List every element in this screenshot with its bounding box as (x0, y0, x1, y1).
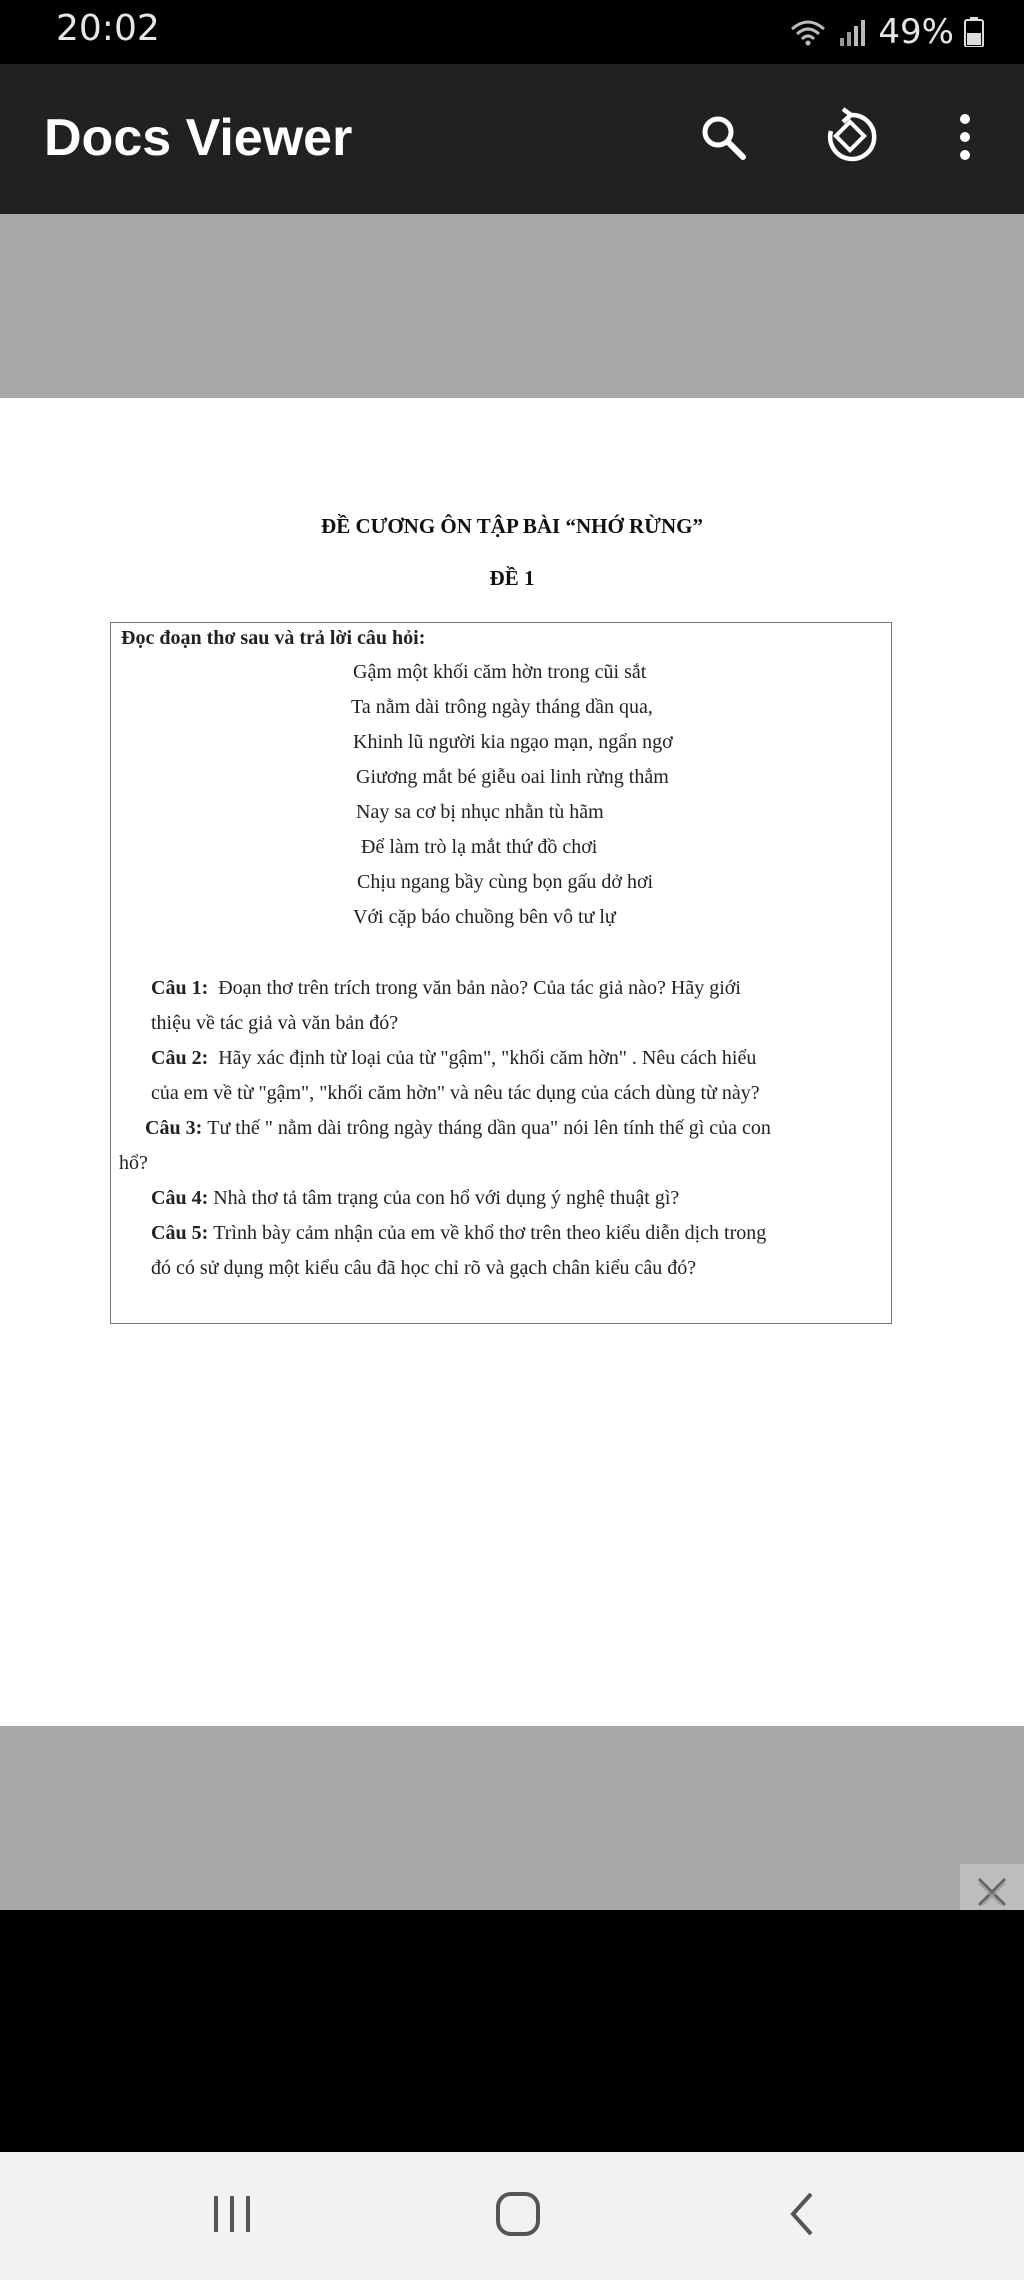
document-viewer[interactable] (0, 214, 1024, 1910)
poem-line: Giương mắt bé giễu oai linh rừng thẳm (356, 766, 669, 788)
app-bar (0, 64, 1024, 214)
recent-apps-icon (210, 2194, 254, 2239)
poem-line: Chịu ngang bầy cùng bọn gấu dở hơi (357, 871, 654, 893)
wifi-icon (788, 17, 828, 47)
question-label: Câu 4: (151, 1187, 209, 1209)
recent-apps-button[interactable] (192, 2188, 272, 2244)
home-icon (494, 2190, 542, 2243)
poem-line: Gậm một khối căm hờn trong cũi sắt (353, 661, 647, 683)
question-text: Hãy xác định từ loại của từ "gậm", "khối căm hờn" . Nêu cách hiểu (218, 1047, 757, 1069)
status-time: 20:02 (56, 8, 160, 49)
back-icon (785, 2190, 819, 2243)
navigation-bar (0, 2152, 1024, 2280)
question-text: Trình bày cảm nhận của em về khổ thơ trên theo kiểu diễn dịch trong (213, 1222, 767, 1244)
question-1 (151, 977, 741, 1000)
more-options-button[interactable] (930, 104, 1000, 174)
home-button[interactable] (478, 2188, 558, 2244)
question-1-cont: thiệu về tác giả và văn bản đó? (151, 1012, 399, 1034)
document-page[interactable] (0, 398, 1024, 1726)
question-label: Câu 2: (151, 1047, 209, 1069)
question-text: Tư thế " nằm dài trông ngày tháng dần qua" nói lên tính thế gì của con (207, 1117, 771, 1139)
question-2 (151, 1047, 756, 1070)
search-button[interactable] (688, 104, 758, 174)
status-icons (788, 12, 984, 52)
search-icon (697, 111, 749, 168)
question-label: Câu 3: (145, 1117, 203, 1139)
question-5 (151, 1222, 766, 1245)
more-vert-icon (955, 111, 975, 168)
ad-banner-area (0, 1910, 1024, 2152)
signal-icon (838, 18, 868, 46)
poem-line: Với cặp báo chuồng bên vô tư lự (353, 906, 616, 928)
rotate-button[interactable] (816, 104, 886, 174)
app-title: Docs Viewer (44, 109, 353, 167)
instruction-text: Đọc đoạn thơ sau và trả lời câu hỏi: (121, 627, 426, 649)
question-label: Câu 1: (151, 977, 209, 999)
question-3 (145, 1117, 771, 1140)
question-4 (151, 1187, 679, 1210)
poem-line: Để làm trò lạ mắt thứ đồ chơi (361, 836, 598, 858)
close-icon (975, 1875, 1009, 1914)
question-text: Nhà thơ tả tâm trạng của con hổ với dụng ý nghệ thuật gì? (213, 1187, 680, 1209)
question-label: Câu 5: (151, 1222, 209, 1244)
rotate-icon (821, 107, 881, 172)
battery-percent: 49% (878, 12, 954, 52)
exercise-box (110, 622, 892, 1324)
question-text: Đoạn thơ trên trích trong văn bản nào? Của tác giả nào? Hãy giới (218, 977, 741, 999)
question-5-cont: đó có sử dụng một kiểu câu đã học chỉ rõ và gạch chân kiểu câu đó? (151, 1257, 697, 1279)
question-2-cont: của em về từ "gậm", "khối căm hờn" và nêu tác dụng của cách dùng từ này? (151, 1082, 760, 1104)
poem-line: Ta nằm dài trông ngày tháng dần qua, (351, 696, 653, 718)
status-bar (0, 0, 1024, 64)
poem-line: Nay sa cơ bị nhục nhằn tù hãm (356, 801, 604, 823)
poem-line: Khinh lũ người kia ngạo mạn, ngẩn ngơ (353, 731, 673, 753)
question-3-cont: hổ? (119, 1152, 148, 1174)
battery-icon (964, 17, 984, 47)
document-title: ĐỀ CƯƠNG ÔN TẬP BÀI “NHỚ RỪNG” (321, 514, 703, 538)
back-button[interactable] (762, 2188, 842, 2244)
document-subtitle: ĐỀ 1 (489, 566, 535, 590)
